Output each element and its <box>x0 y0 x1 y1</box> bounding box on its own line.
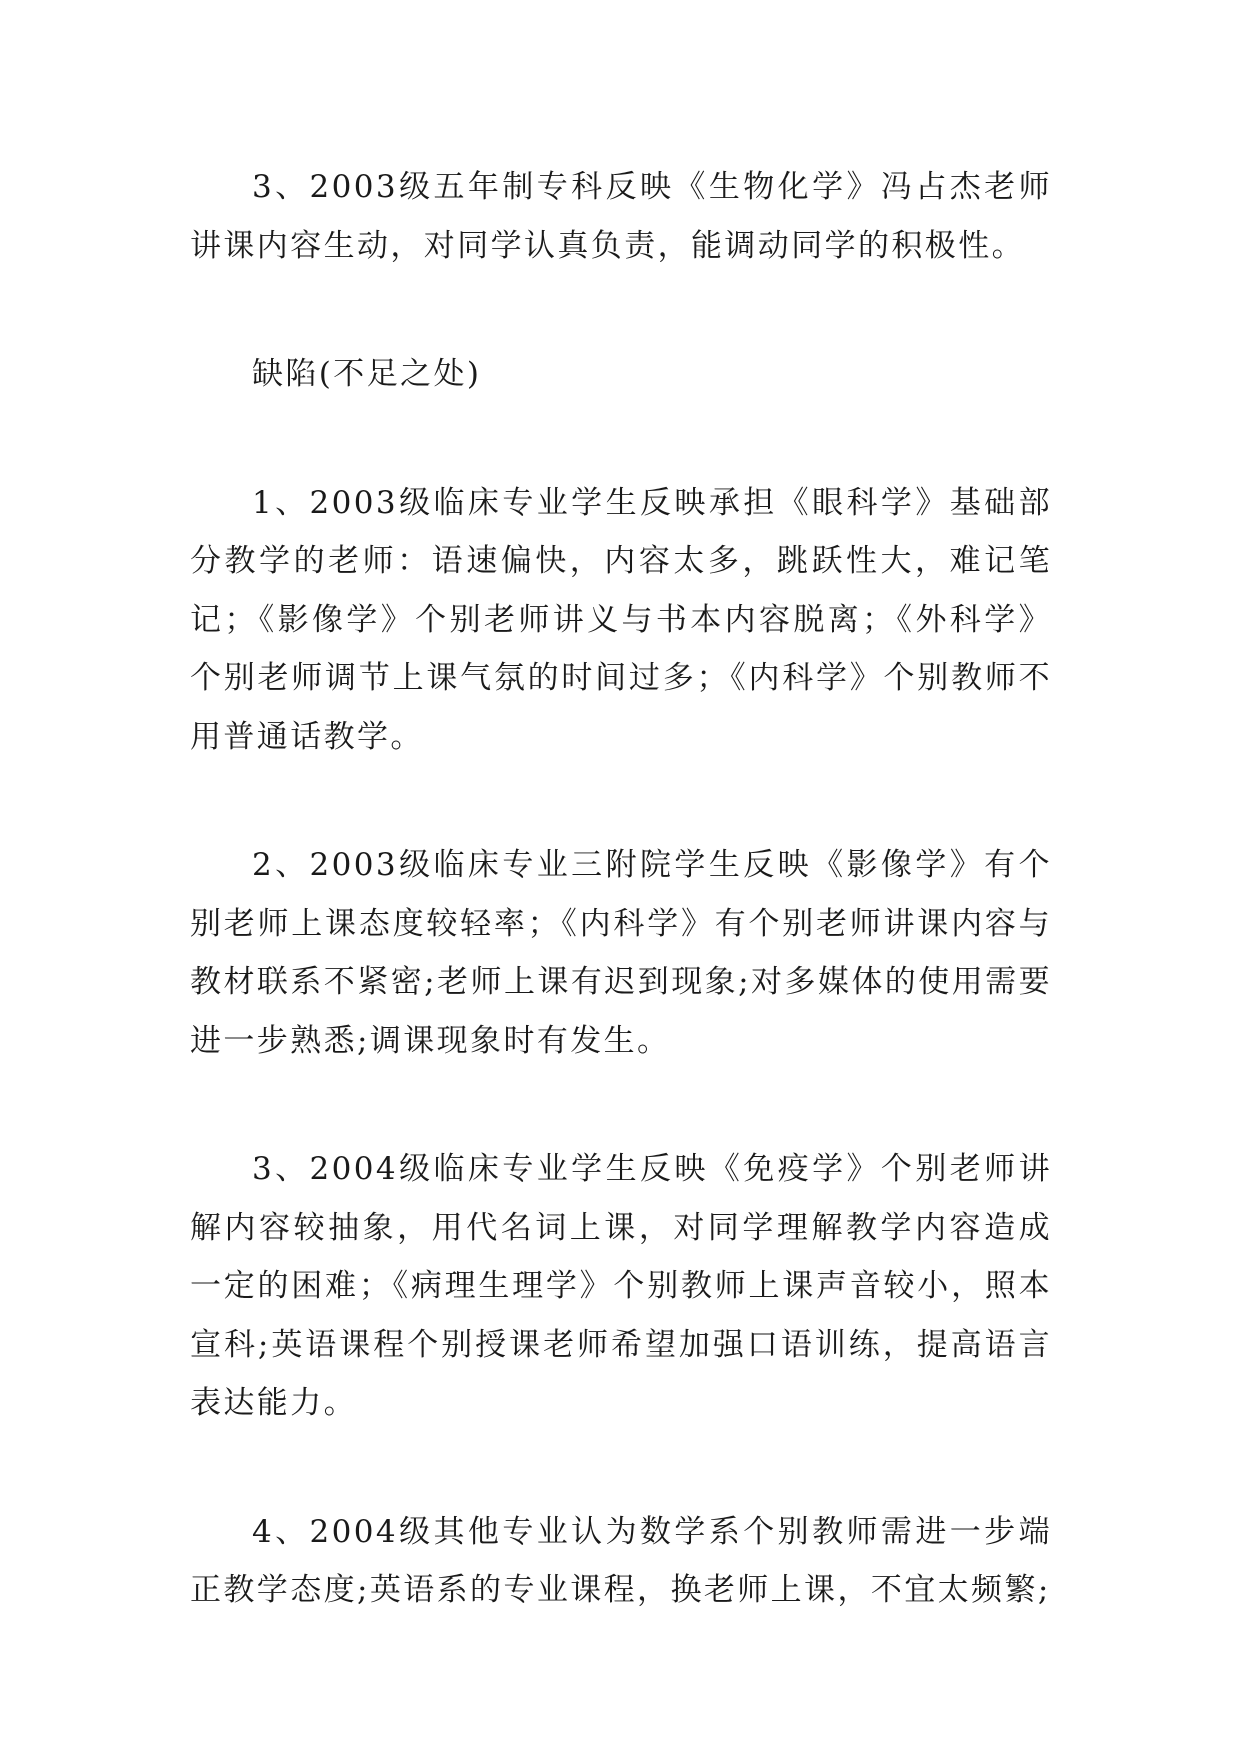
section-heading-defects: 缺陷(不足之处) <box>252 356 482 392</box>
paragraph-defect-1: 1、2003级临床专业学生反映承担《眼科学》基础部分教学的老师：语速偏快，内容太多，跳跃性大，难记笔记；《影像学》个别老师讲义与书本内容脱离；《外科学》个别老师调节上课气氛的时间过多；《内科学》个别教师不用普通话教学。 <box>190 484 1052 755</box>
document-body <box>190 158 1052 1690</box>
paragraph-defect-4: 4、2004级其他专业认为数学系个别教师需进一步端正教学态度;英语系的专业课程，换老师上课，不宜太频繁; <box>190 1513 1052 1608</box>
paragraph-defect-2: 2、2003级临床专业三附院学生反映《影像学》有个别老师上课态度较轻率；《内科学》有个别老师讲课内容与教材联系不紧密;老师上课有迟到现象;对多媒体的使用需要进一步熟悉;调课现象时有发生。 <box>190 847 1052 1059</box>
paragraph-praise-biochemistry: 3、2003级五年制专科反映《生物化学》冯占杰老师讲课内容生动，对同学认真负责，能调动同学的积极性。 <box>190 169 1052 264</box>
paragraph-defect-3: 3、2004级临床专业学生反映《免疫学》个别老师讲解内容较抽象，用代名词上课，对同学理解教学内容造成一定的困难；《病理生理学》个别教师上课声音较小，照本宣科;英语课程个别授课老师希望加强口语训练，提高语言表达能力。 <box>190 1151 1052 1421</box>
